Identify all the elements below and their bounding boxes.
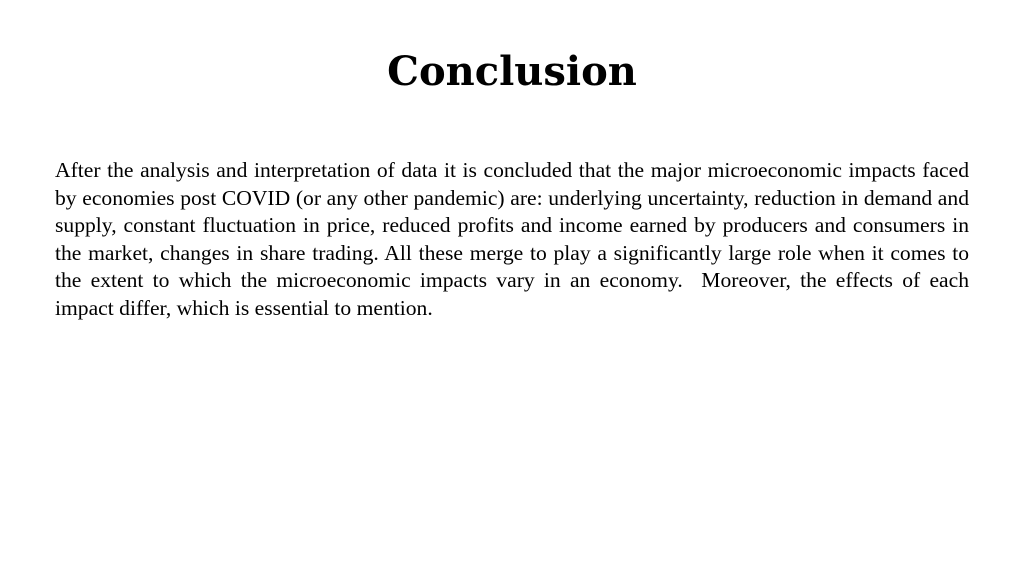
slide-body-text: After the analysis and interpretation of data it is concluded that the major microeconomic impacts faced by economies post COVID (or any other pandemic) are: underlying uncertainty, reduction in demand and supply, constant fluctuation in price, reduced profits and income earned by producers and consumers in the market, changes in share trading. All these merge to play a significantly large role when it comes to the extent to which the microeconomic impacts vary in an economy. Moreover, the effects of each impact differ, which is essential to mention. [55, 158, 975, 320]
slide-title: Conclusion [387, 48, 637, 95]
